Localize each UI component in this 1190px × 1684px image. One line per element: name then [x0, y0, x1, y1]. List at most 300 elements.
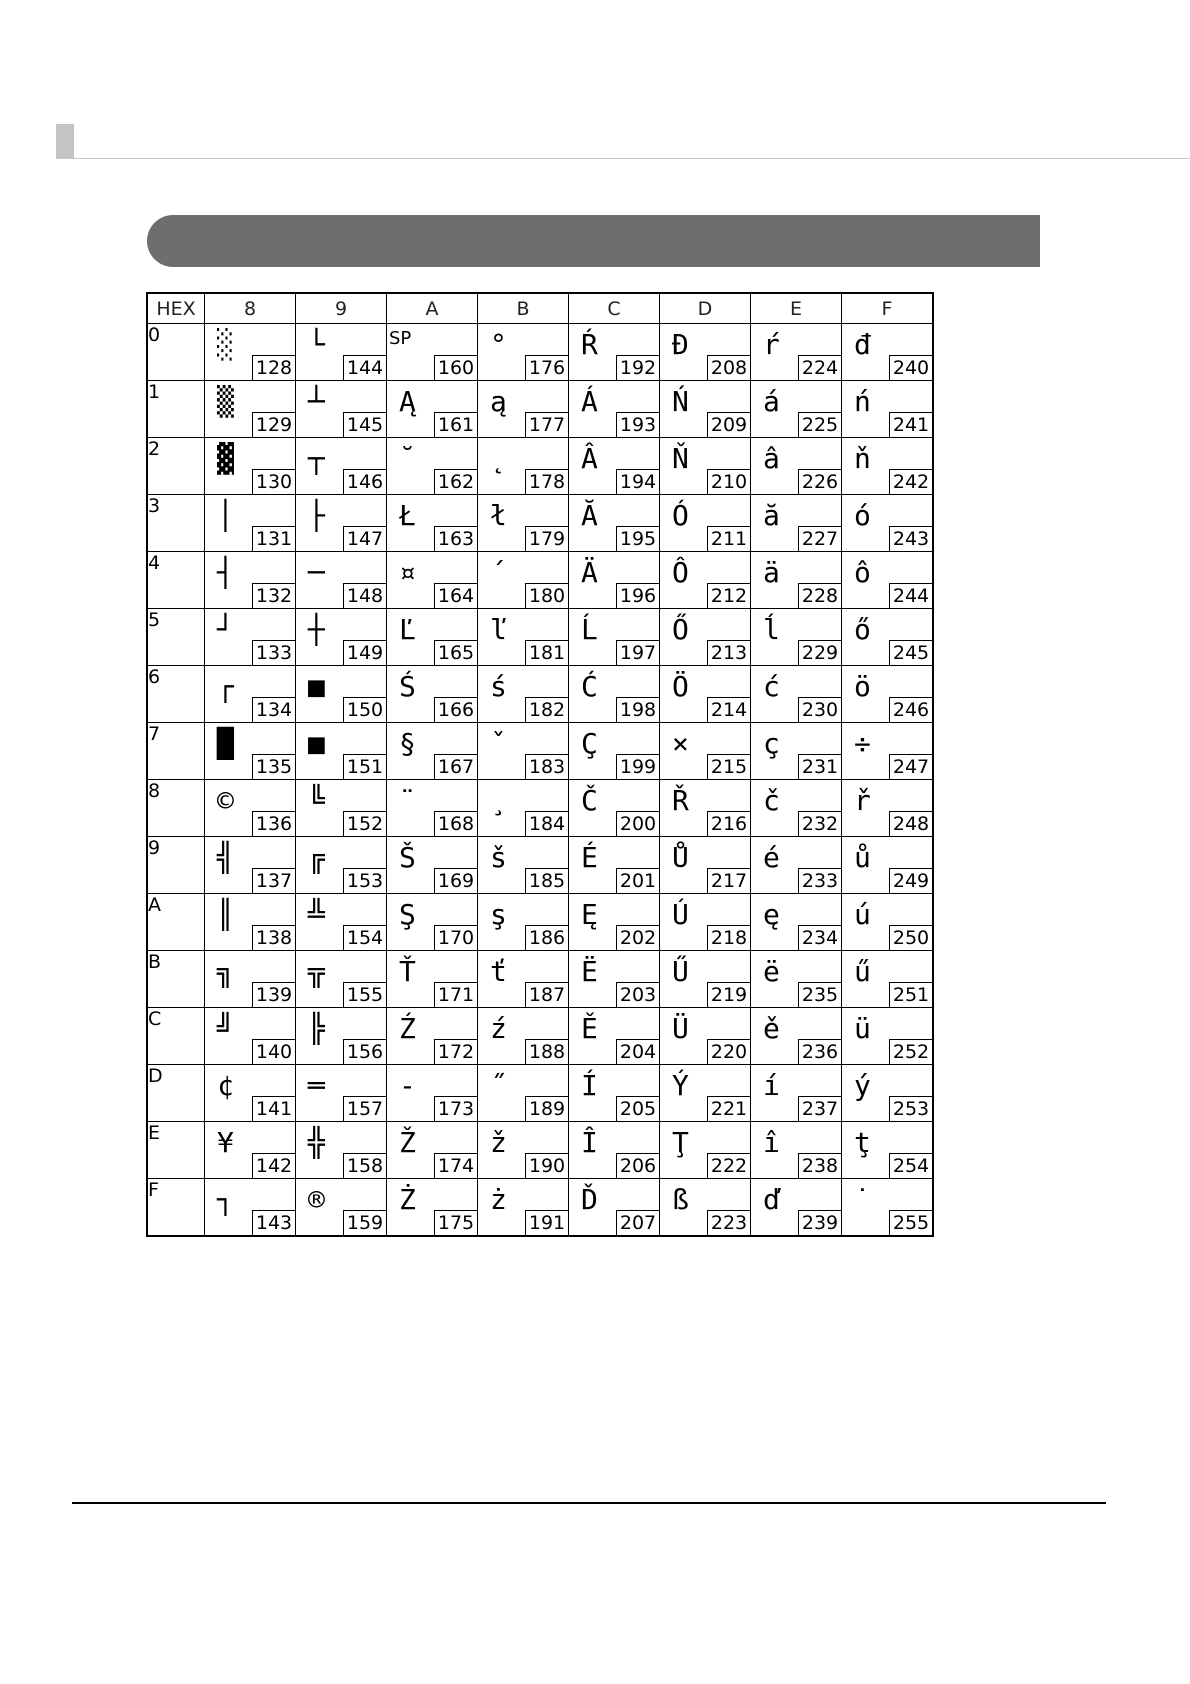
decimal-code: 250	[889, 925, 932, 950]
decimal-code: 216	[707, 811, 750, 836]
character-glyph: ┌	[217, 670, 234, 703]
character-glyph: Ć	[581, 670, 598, 703]
character-glyph: ť	[490, 955, 507, 988]
character-glyph: ´	[490, 556, 507, 589]
character-glyph: ╝	[217, 1012, 234, 1045]
character-cell	[660, 894, 751, 951]
decimal-code: 142	[252, 1153, 295, 1178]
character-glyph: ˇ	[490, 727, 507, 760]
character-glyph: ˛	[490, 442, 507, 475]
table-row	[147, 723, 933, 780]
decimal-code: 203	[616, 982, 659, 1007]
character-glyph: ď	[763, 1183, 780, 1216]
character-glyph: Ŕ	[581, 328, 598, 361]
character-glyph: Ţ	[672, 1126, 689, 1159]
character-glyph: ╗	[217, 955, 234, 988]
character-cell	[751, 552, 842, 609]
decimal-code: 160	[434, 355, 477, 380]
character-glyph: ę	[763, 898, 780, 931]
character-cell	[660, 951, 751, 1008]
character-cell	[751, 780, 842, 837]
character-cell	[842, 1008, 934, 1065]
decimal-code: 182	[525, 697, 568, 722]
row-hex-label: A	[147, 894, 205, 951]
character-glyph: ¢	[217, 1069, 234, 1102]
decimal-code: 237	[798, 1096, 841, 1121]
character-glyph: Ź	[399, 1012, 416, 1045]
decimal-code: 147	[343, 526, 386, 551]
character-cell	[296, 381, 387, 438]
decimal-code: 225	[798, 412, 841, 437]
character-glyph: Ú	[672, 898, 689, 931]
character-glyph: ┴	[308, 385, 325, 418]
character-glyph: │	[217, 499, 234, 532]
character-glyph: Ł	[399, 499, 416, 532]
decimal-code: 247	[889, 754, 932, 779]
character-glyph: ░	[217, 328, 234, 361]
decimal-code: 202	[616, 925, 659, 950]
character-glyph: ┼	[308, 613, 325, 646]
row-hex-label: 9	[147, 837, 205, 894]
character-cell	[296, 1122, 387, 1179]
character-glyph: ╦	[308, 955, 325, 988]
row-hex-label: 8	[147, 780, 205, 837]
decimal-code: 243	[889, 526, 932, 551]
character-glyph: ¤	[399, 556, 416, 589]
character-glyph: ©	[217, 784, 234, 817]
decimal-code: 161	[434, 412, 477, 437]
decimal-code: 228	[798, 583, 841, 608]
character-cell	[842, 951, 934, 1008]
decimal-code: 219	[707, 982, 750, 1007]
character-cell	[387, 609, 478, 666]
character-glyph: Ő	[672, 613, 689, 646]
character-cell	[296, 609, 387, 666]
character-cell	[660, 438, 751, 495]
character-cell	[205, 552, 296, 609]
character-cell	[842, 609, 934, 666]
character-glyph: ů	[854, 841, 871, 874]
character-cell	[751, 495, 842, 552]
character-glyph: ź	[490, 1012, 507, 1045]
decimal-code: 166	[434, 697, 477, 722]
decimal-code: 170	[434, 925, 477, 950]
hex-column-header: HEX	[147, 293, 205, 324]
decimal-code: 180	[525, 583, 568, 608]
character-glyph: Ô	[672, 556, 689, 589]
character-cell	[569, 894, 660, 951]
decimal-code: 133	[252, 640, 295, 665]
character-code-table	[146, 292, 934, 1237]
character-glyph: °	[490, 328, 507, 361]
character-glyph: ß	[672, 1183, 689, 1216]
character-cell	[205, 1179, 296, 1237]
decimal-code: 253	[889, 1096, 932, 1121]
character-glyph: ü	[854, 1012, 871, 1045]
decimal-code: 168	[434, 811, 477, 836]
decimal-code: 214	[707, 697, 750, 722]
decimal-code: 215	[707, 754, 750, 779]
character-cell	[478, 723, 569, 780]
character-cell	[660, 1065, 751, 1122]
character-cell	[842, 837, 934, 894]
character-glyph: §	[399, 727, 416, 760]
decimal-code: 132	[252, 583, 295, 608]
character-glyph: Ń	[672, 385, 689, 418]
character-glyph: ╔	[308, 841, 325, 874]
character-cell	[751, 438, 842, 495]
character-glyph: ┤	[217, 556, 234, 589]
decimal-code: 149	[343, 640, 386, 665]
column-header: B	[478, 293, 569, 324]
decimal-code: 157	[343, 1096, 386, 1121]
decimal-code: 137	[252, 868, 295, 893]
character-cell	[842, 894, 934, 951]
character-cell	[660, 837, 751, 894]
table-row	[147, 609, 933, 666]
character-cell	[842, 1065, 934, 1122]
character-cell	[205, 723, 296, 780]
character-glyph: ś	[490, 670, 507, 703]
decimal-code: 128	[252, 355, 295, 380]
column-header: E	[751, 293, 842, 324]
character-glyph: Ť	[399, 955, 416, 988]
character-cell	[205, 1008, 296, 1065]
character-cell	[569, 666, 660, 723]
decimal-code: 175	[434, 1210, 477, 1235]
row-hex-label: 4	[147, 552, 205, 609]
character-glyph: └	[308, 328, 325, 361]
decimal-code: 172	[434, 1039, 477, 1064]
character-cell	[478, 381, 569, 438]
decimal-code: 208	[707, 355, 750, 380]
character-cell	[751, 951, 842, 1008]
decimal-code: 167	[434, 754, 477, 779]
decimal-code: 177	[525, 412, 568, 437]
section-marker	[56, 124, 74, 158]
decimal-code: 245	[889, 640, 932, 665]
character-cell	[387, 666, 478, 723]
character-glyph: Č	[581, 784, 598, 817]
character-cell	[569, 837, 660, 894]
character-cell	[751, 894, 842, 951]
table-row	[147, 1122, 933, 1179]
decimal-code: 227	[798, 526, 841, 551]
table-row	[147, 324, 933, 381]
character-cell	[387, 723, 478, 780]
decimal-code: 246	[889, 697, 932, 722]
character-cell	[569, 723, 660, 780]
decimal-code: 199	[616, 754, 659, 779]
table-row	[147, 837, 933, 894]
decimal-code: 236	[798, 1039, 841, 1064]
character-glyph: SP	[389, 328, 412, 349]
table-body	[147, 324, 933, 1237]
character-cell	[569, 609, 660, 666]
character-cell	[478, 324, 569, 381]
character-glyph: ľ	[490, 613, 507, 646]
character-glyph: Â	[581, 442, 598, 475]
character-cell	[205, 438, 296, 495]
character-cell	[478, 495, 569, 552]
character-cell	[205, 324, 296, 381]
decimal-code: 205	[616, 1096, 659, 1121]
character-cell	[387, 1179, 478, 1237]
decimal-code: 223	[707, 1210, 750, 1235]
character-cell	[842, 552, 934, 609]
decimal-code: 226	[798, 469, 841, 494]
character-glyph: Ś	[399, 670, 416, 703]
decimal-code: 174	[434, 1153, 477, 1178]
character-cell	[478, 894, 569, 951]
character-cell	[569, 381, 660, 438]
decimal-code: 136	[252, 811, 295, 836]
character-glyph: ═	[308, 1069, 325, 1102]
character-glyph: î	[763, 1126, 780, 1159]
character-cell	[296, 780, 387, 837]
character-glyph: ÷	[854, 727, 871, 760]
character-glyph: é	[763, 841, 780, 874]
section-banner	[147, 215, 1040, 267]
character-glyph: Ű	[672, 955, 689, 988]
character-glyph: ž	[490, 1126, 507, 1159]
decimal-code: 220	[707, 1039, 750, 1064]
character-glyph: ¸	[490, 784, 507, 817]
decimal-code: 164	[434, 583, 477, 608]
character-cell	[660, 1179, 751, 1237]
character-cell	[842, 666, 934, 723]
character-glyph: ĺ	[763, 613, 780, 646]
decimal-code: 169	[434, 868, 477, 893]
character-glyph: █	[217, 727, 234, 760]
character-cell	[478, 1179, 569, 1237]
character-cell	[387, 1065, 478, 1122]
character-glyph: Ř	[672, 784, 689, 817]
character-cell	[751, 609, 842, 666]
character-glyph: â	[763, 442, 780, 475]
decimal-code: 138	[252, 925, 295, 950]
character-glyph: ┬	[308, 442, 325, 475]
decimal-code: 141	[252, 1096, 295, 1121]
character-cell	[296, 894, 387, 951]
character-cell	[569, 1065, 660, 1122]
character-glyph: ┘	[217, 613, 234, 646]
decimal-code: 187	[525, 982, 568, 1007]
decimal-code: 192	[616, 355, 659, 380]
character-glyph: ű	[854, 955, 871, 988]
decimal-code: 186	[525, 925, 568, 950]
column-header: F	[842, 293, 934, 324]
row-hex-label: F	[147, 1179, 205, 1237]
character-cell	[751, 1179, 842, 1237]
decimal-code: 145	[343, 412, 386, 437]
character-glyph: ý	[854, 1069, 871, 1102]
decimal-code: 135	[252, 754, 295, 779]
character-cell	[569, 324, 660, 381]
character-glyph: Ë	[581, 955, 598, 988]
character-glyph: í	[763, 1069, 780, 1102]
decimal-code: 154	[343, 925, 386, 950]
decimal-code: 178	[525, 469, 568, 494]
character-glyph: ě	[763, 1012, 780, 1045]
character-cell	[660, 1008, 751, 1065]
character-cell	[205, 894, 296, 951]
decimal-code: 188	[525, 1039, 568, 1064]
decimal-code: 240	[889, 355, 932, 380]
decimal-code: 148	[343, 583, 386, 608]
decimal-code: 153	[343, 868, 386, 893]
character-glyph: Ü	[672, 1012, 689, 1045]
character-cell	[660, 723, 751, 780]
character-glyph: Ą	[399, 385, 416, 418]
decimal-code: 131	[252, 526, 295, 551]
decimal-code: 234	[798, 925, 841, 950]
character-cell	[296, 552, 387, 609]
header-row	[147, 293, 933, 324]
decimal-code: 156	[343, 1039, 386, 1064]
decimal-code: 241	[889, 412, 932, 437]
decimal-code: 200	[616, 811, 659, 836]
character-cell	[387, 894, 478, 951]
decimal-code: 232	[798, 811, 841, 836]
decimal-code: 209	[707, 412, 750, 437]
decimal-code: 140	[252, 1039, 295, 1064]
character-glyph: ╬	[308, 1126, 325, 1159]
character-cell	[569, 1008, 660, 1065]
decimal-code: 163	[434, 526, 477, 551]
character-glyph: ■	[308, 727, 325, 760]
character-glyph: ř	[854, 784, 871, 817]
character-cell	[842, 438, 934, 495]
character-cell	[387, 1008, 478, 1065]
character-glyph: ą	[490, 385, 507, 418]
character-cell	[842, 324, 934, 381]
column-header: 9	[296, 293, 387, 324]
decimal-code: 255	[889, 1210, 932, 1235]
character-cell	[569, 495, 660, 552]
character-glyph: É	[581, 841, 598, 874]
decimal-code: 165	[434, 640, 477, 665]
character-glyph: ×	[672, 727, 689, 760]
character-glyph: ŕ	[763, 328, 780, 361]
row-hex-label: D	[147, 1065, 205, 1122]
character-glyph: Ĺ	[581, 613, 598, 646]
character-glyph: ▓	[217, 442, 234, 475]
character-glyph: ¥	[217, 1126, 234, 1159]
character-cell	[569, 1179, 660, 1237]
decimal-code: 146	[343, 469, 386, 494]
decimal-code: 189	[525, 1096, 568, 1121]
character-glyph: ł	[490, 499, 507, 532]
decimal-code: 211	[707, 526, 750, 551]
table-row	[147, 381, 933, 438]
character-cell	[751, 723, 842, 780]
character-cell	[387, 1122, 478, 1179]
character-glyph: á	[763, 385, 780, 418]
character-glyph: ć	[763, 670, 780, 703]
character-cell	[296, 324, 387, 381]
character-cell	[296, 438, 387, 495]
decimal-code: 222	[707, 1153, 750, 1178]
decimal-code: 201	[616, 868, 659, 893]
character-glyph: ă	[763, 499, 780, 532]
character-cell	[296, 666, 387, 723]
character-glyph: ˙	[854, 1183, 871, 1216]
character-glyph: Ö	[672, 670, 689, 703]
character-cell	[478, 1065, 569, 1122]
decimal-code: 173	[434, 1096, 477, 1121]
character-cell	[205, 495, 296, 552]
character-glyph: ║	[217, 898, 234, 931]
character-glyph: Ó	[672, 499, 689, 532]
decimal-code: 176	[525, 355, 568, 380]
character-glyph: ├	[308, 499, 325, 532]
character-cell	[751, 666, 842, 723]
character-glyph: Ň	[672, 442, 689, 475]
decimal-code: 155	[343, 982, 386, 1007]
decimal-code: 249	[889, 868, 932, 893]
character-cell	[842, 381, 934, 438]
character-cell	[387, 837, 478, 894]
character-glyph: đ	[854, 328, 871, 361]
character-cell	[478, 666, 569, 723]
character-glyph: ő	[854, 613, 871, 646]
decimal-code: 218	[707, 925, 750, 950]
character-cell	[842, 723, 934, 780]
table-row	[147, 780, 933, 837]
decimal-code: 194	[616, 469, 659, 494]
character-cell	[205, 951, 296, 1008]
character-glyph: č	[763, 784, 780, 817]
decimal-code: 152	[343, 811, 386, 836]
character-cell	[751, 324, 842, 381]
character-glyph: ╚	[308, 784, 325, 817]
decimal-code: 191	[525, 1210, 568, 1235]
character-cell	[296, 1065, 387, 1122]
character-cell	[296, 495, 387, 552]
decimal-code: 224	[798, 355, 841, 380]
table-row	[147, 666, 933, 723]
decimal-code: 254	[889, 1153, 932, 1178]
character-cell	[387, 495, 478, 552]
decimal-code: 130	[252, 469, 295, 494]
character-cell	[751, 1008, 842, 1065]
character-glyph: ż	[490, 1183, 507, 1216]
decimal-code: 139	[252, 982, 295, 1007]
character-cell	[569, 951, 660, 1008]
character-glyph: ╩	[308, 898, 325, 931]
character-cell	[296, 837, 387, 894]
character-cell	[478, 780, 569, 837]
character-glyph: ä	[763, 556, 780, 589]
decimal-code: 162	[434, 469, 477, 494]
decimal-code: 238	[798, 1153, 841, 1178]
decimal-code: 242	[889, 469, 932, 494]
character-glyph: ş	[490, 898, 507, 931]
decimal-code: 198	[616, 697, 659, 722]
character-glyph: Ž	[399, 1126, 416, 1159]
table-row	[147, 552, 933, 609]
character-cell	[478, 1008, 569, 1065]
character-glyph: ®	[308, 1183, 325, 1216]
character-cell	[842, 780, 934, 837]
character-glyph: Ů	[672, 841, 689, 874]
character-cell	[205, 1065, 296, 1122]
decimal-code: 213	[707, 640, 750, 665]
table-row	[147, 894, 933, 951]
character-cell	[478, 552, 569, 609]
character-cell	[296, 1008, 387, 1065]
